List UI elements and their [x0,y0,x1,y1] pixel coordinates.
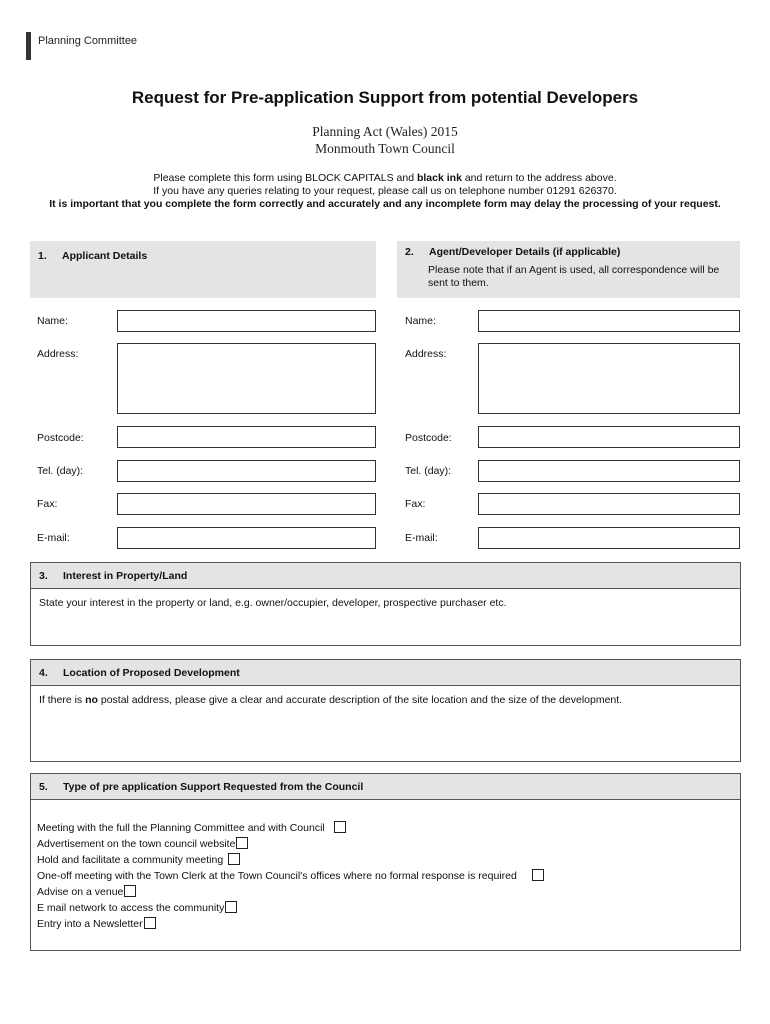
option-checkbox[interactable] [228,853,240,865]
support-options [31,800,740,932]
option-label: One-off meeting with the Town Clerk at the Town Council's offices where no formal response is required [37,870,517,882]
section-2-note: Please note that if an Agent is used, all correspondence will be sent to them. [428,264,720,289]
subtitle-act: Planning Act (Wales) 2015 [312,124,458,139]
option-label: Advise on a venue [37,886,124,898]
option-checkbox[interactable] [334,821,346,833]
section-5-number: 5. [39,781,48,793]
option-checkbox[interactable] [144,917,156,929]
instruction-line-1-bold: black ink [416,172,462,184]
section-4-box[interactable] [30,659,741,762]
instruction-line-2: If you have any queries relating to your request, please call us on telephone number 01291 626370. [153,185,617,197]
instruction-line-1-post: and return to the address above. [461,172,617,184]
subtitle [0,123,770,157]
section-4-prompt-bold: no [85,694,98,706]
option-newsletter [37,916,740,932]
agent-tel-field[interactable] [478,460,740,482]
section-4-prompt-pre: If there is [39,694,86,706]
option-advertisement [37,836,740,852]
applicant-name-label: Name: [37,315,68,327]
option-town-clerk-meeting [37,868,740,884]
applicant-tel-field[interactable] [117,460,376,482]
agent-fax-field[interactable] [478,493,740,515]
section-4-number: 4. [39,667,48,679]
section-3-number: 3. [39,570,48,582]
section-1-number: 1. [38,250,47,262]
section-3-title: Interest in Property/Land [63,570,188,582]
section-5-header [31,774,740,800]
section-2-title: Agent/Developer Details (if applicable) [429,246,621,258]
header-text: Planning Committee [38,35,138,47]
option-label: Entry into a Newsletter [37,918,143,930]
option-label: E mail network to access the community [37,902,225,914]
option-checkbox[interactable] [532,869,544,881]
option-venue [37,884,740,900]
applicant-fax-field[interactable] [117,493,376,515]
applicant-address-label: Address: [37,348,79,360]
section-3-box[interactable] [30,562,741,646]
agent-fax-label: Fax: [405,498,426,510]
instruction-line-1-pre: Please complete this form using BLOCK CAPITALS and [153,172,417,184]
section-4-header [31,660,740,686]
applicant-fax-label: Fax: [37,498,58,510]
section-3-prompt: State your interest in the property or land, e.g. owner/occupier, developer, prospective purchaser etc. [39,597,507,609]
important-notice: It is important that you complete the form correctly and accurately and any incomplete form may delay the processing of your request. [49,198,721,210]
section-4-prompt-post: postal address, please give a clear and accurate description of the site location and the size of the development. [97,694,623,706]
option-checkbox[interactable] [236,837,248,849]
option-planning-committee [37,820,740,836]
subtitle-council: Monmouth Town Council [315,141,455,156]
applicant-email-label: E-mail: [37,532,70,544]
agent-email-label: E-mail: [405,532,438,544]
page-title: Request for Pre-application Support from potential Developers [131,88,639,107]
option-email-network [37,900,740,916]
instruction-line-1 [0,172,770,185]
header-bar [26,32,31,60]
applicant-email-field[interactable] [117,527,376,549]
applicant-address-field[interactable] [117,343,376,414]
applicant-tel-label: Tel. (day): [37,465,84,477]
agent-name-label: Name: [405,315,436,327]
option-label: Meeting with the full the Planning Committee and with Council [37,822,325,834]
agent-address-label: Address: [405,348,447,360]
section-4-prompt [31,686,740,706]
option-community-meeting [37,852,740,868]
section-2-header [397,241,740,298]
agent-email-field[interactable] [478,527,740,549]
section-3-header [31,563,740,589]
applicant-postcode-label: Postcode: [37,432,84,444]
option-checkbox[interactable] [124,885,136,897]
section-2-number: 2. [405,246,414,258]
option-label: Advertisement on the town council website [37,838,236,850]
section-5-box [30,773,741,951]
option-label: Hold and facilitate a community meeting [37,854,224,866]
agent-tel-label: Tel. (day): [405,465,452,477]
applicant-name-field[interactable] [117,310,376,332]
agent-postcode-field[interactable] [478,426,740,448]
applicant-postcode-field[interactable] [117,426,376,448]
section-5-title: Type of pre application Support Requested from the Council [63,781,364,793]
agent-postcode-label: Postcode: [405,432,452,444]
section-4-title: Location of Proposed Development [63,667,240,679]
section-1-title: Applicant Details [62,250,148,262]
agent-address-field[interactable] [478,343,740,414]
option-checkbox[interactable] [225,901,237,913]
agent-name-field[interactable] [478,310,740,332]
instructions [0,172,770,198]
section-1-header [30,241,376,298]
